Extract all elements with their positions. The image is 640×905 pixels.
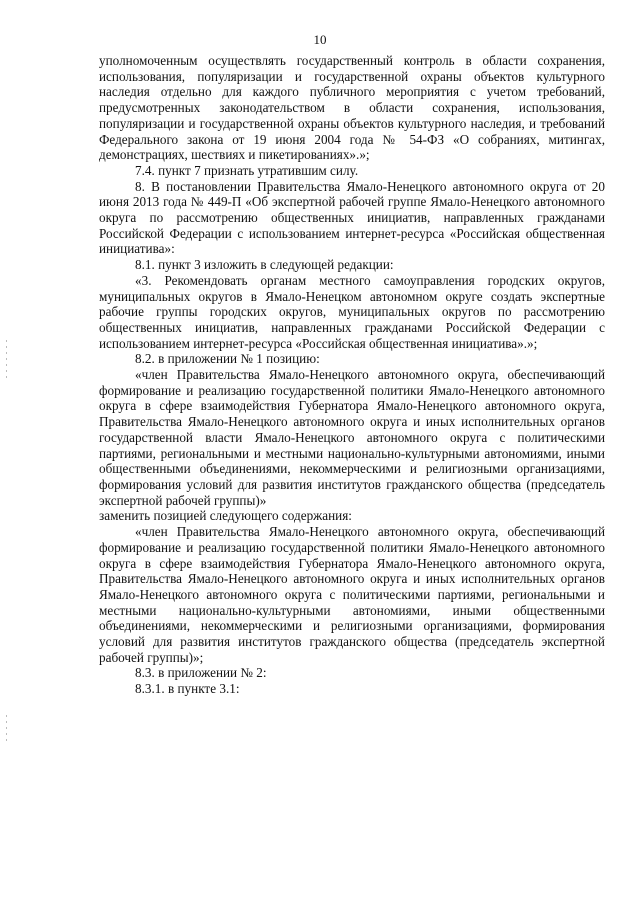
paragraph-7-4: 7.4. пункт 7 признать утратившим силу. <box>135 162 359 178</box>
paragraph-8-2: 8.2. в приложении № 1 позицию: <box>135 351 320 367</box>
document-body <box>99 53 605 697</box>
paragraph-8-3: 8.3. в приложении № 2: <box>135 665 267 681</box>
paragraph-8-1: 8.1. пункт 3 изложить в следующей редакции: <box>135 257 394 273</box>
paragraph-quote-3: «3. Рекомендовать органам местного самоуправления городских округов, муниципальных округов в Ямало-Ненецком автономном округе создать экспертные рабочие группы городских округов, муниципальных округов по рассмотрению общественных инициатив, направленных гражданами Российской Федерации с использованием интернет-ресурса «Российская общественная инициатива».»; <box>99 272 605 351</box>
paragraph-new-position: «член Правительства Ямало-Ненецкого автономного округа, обеспечивающий формирование и реализацию государственной политики Ямало-Ненецкого автономного округа в сфере взаимодействия Губернатора Ямало-Ненецкого автономного округа, Правительства Ямало-Ненецкого автономного округа и иных исполнительных органов Ямало-Ненецкого автономного округа с политическими партиями, региональными и местными национально-культурными автономиями, иными общественными объединениями, некоммерческими и религиозными организациями, формирования условий для развития институтов гражданского общества (председатель экспертной рабочей группы)»; <box>99 524 605 665</box>
paragraph-replace: заменить позицией следующего содержания: <box>99 508 352 524</box>
paragraph-old-position: «член Правительства Ямало-Ненецкого автономного округа, обеспечивающий формирование и реализацию государственной политики Ямало-Ненецкого автономного округа в сфере взаимодействия Губернатора Ямало-Ненецкого автономного округа, Правительства Ямало-Ненецкого автономного округа и иных исполнительных органов государственной власти Ямало-Ненецкого автономного округа с политическими партиями, региональными и местными национально-культурными автономиями, иными общественными объединениями, некоммерческими и религиозными организациями, формирования условий для развития институтов гражданского общества (председатель экспертной рабочей группы)» <box>99 367 605 508</box>
paragraph-continuation: уполномоченным осуществлять государственный контроль в области сохранения, использования, популяризации и государственной охраны объектов культурного наследия отдельно для каждого публичного мероприятия с учетом требований, предусмотренных законодательством в области сохранения, использования, популяризации и государственной охраны объектов культурного наследия, и требований Федерального закона от 19 июня 2004 года № 54-ФЗ «О собраниях, митингах, демонстрациях, шествиях и пикетированиях».»; <box>99 53 605 163</box>
paragraph-8: 8. В постановлении Правительства Ямало-Ненецкого автономного округа от 20 июня 2013 года № 449-П «Об экспертной рабочей группе Ямало-Ненецкого автономного округа по рассмотрению общественных инициатив, направленных гражданами Российской Федерации с использованием интернет-ресурса «Российская общественная инициатива»: <box>99 178 605 257</box>
page-number: 10 <box>313 32 327 47</box>
left-margin-scan-mark <box>6 340 7 380</box>
left-margin-scan-mark <box>6 715 7 745</box>
paragraph-8-3-1: 8.3.1. в пункте 3.1: <box>135 681 240 697</box>
